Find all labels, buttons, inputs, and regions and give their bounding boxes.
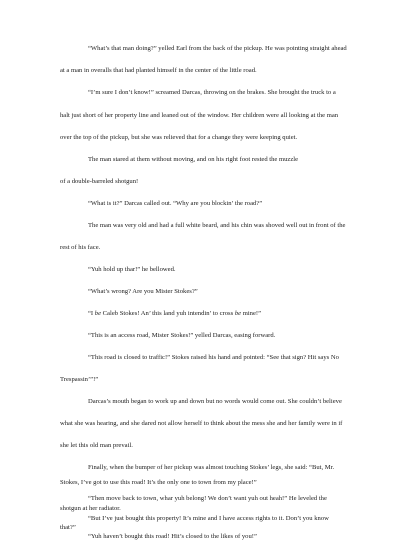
text-line: The man stared at them without moving, and on his right foot rested the muzzle — [88, 156, 299, 163]
text-line: rest of his face. — [60, 244, 101, 251]
text-run: “I — [88, 310, 95, 317]
text-run: Caleb Stokes! An’ this land yuh intendin’ to cross — [101, 310, 235, 317]
text-line: “Yuh hold up thar!” he bellowed. — [88, 266, 176, 273]
text-line: of a double-barreled shotgun! — [60, 178, 139, 185]
text-line: “But I’ve just bought this property! It’s mine and I have access rights to it. Don’t you know — [88, 515, 329, 522]
text-line: at a man in overalls that had planted himself in the center of the little road. — [60, 67, 257, 74]
text-line: “Then move back to town, whar yuh belong! We don’t want yuh out heah!” He leveled the — [88, 495, 327, 502]
text-line: that?” — [60, 524, 76, 531]
text-line: Trespassin’”!” — [60, 376, 99, 383]
text-run-italic: be — [234, 310, 242, 317]
text-line: “I’m sure I don’t know!” screamed Darcas, throwing on the brakes. She brought the truck to a — [88, 89, 336, 96]
text-line: shotgun at her radiator. — [60, 505, 121, 512]
text-line: The man was very old and had a full white beard, and his chin was shoved well out in front of the — [88, 222, 346, 229]
text-line: Finally, when the bumper of her pickup was almost touching Stokes’ legs, she said: “But, Mr. — [88, 464, 335, 471]
text-line: “Yuh haven’t bought this road! Hit’s closed to the likes of you!” — [88, 533, 257, 540]
text-line: “What’s that man doing?” yelled Earl from the back of the pickup. He was pointing straight ahead — [88, 45, 347, 52]
text-run-italic: be — [94, 310, 102, 317]
text-line: halt just short of her property line and leaned out of the window. Her children were all looking at the man — [60, 112, 339, 119]
text-line: Stokes, I’ve got to use this road! It’s the only one to town from my place!” — [60, 479, 257, 486]
text-line: she let this old man prevail. — [60, 442, 133, 449]
text-line: Darcas’s mouth began to work up and down but no words would come out. She couldn’t believe — [88, 398, 342, 405]
text-line: what she was hearing, and she dared not allow herself to think about the mess she and her family were in if — [60, 420, 343, 427]
text-line: “This is an access road, Mister Stokes!” yelled Darcas, easing forward. — [88, 332, 276, 339]
text-line: over the top of the pickup, but she was relieved that for a change they were keeping quiet. — [60, 134, 298, 141]
text-line — [88, 311, 261, 318]
text-line: “What’s wrong? Are you Mister Stokes?” — [88, 288, 198, 295]
text-line: “What is it?” Darcas called out. “Why are you blockin’ the road?” — [88, 200, 263, 207]
text-line: “This road is closed to traffic!” Stokes raised his hand and pointed: “See that sign? Hit says No — [88, 354, 339, 361]
text-run: mine!” — [241, 310, 262, 317]
